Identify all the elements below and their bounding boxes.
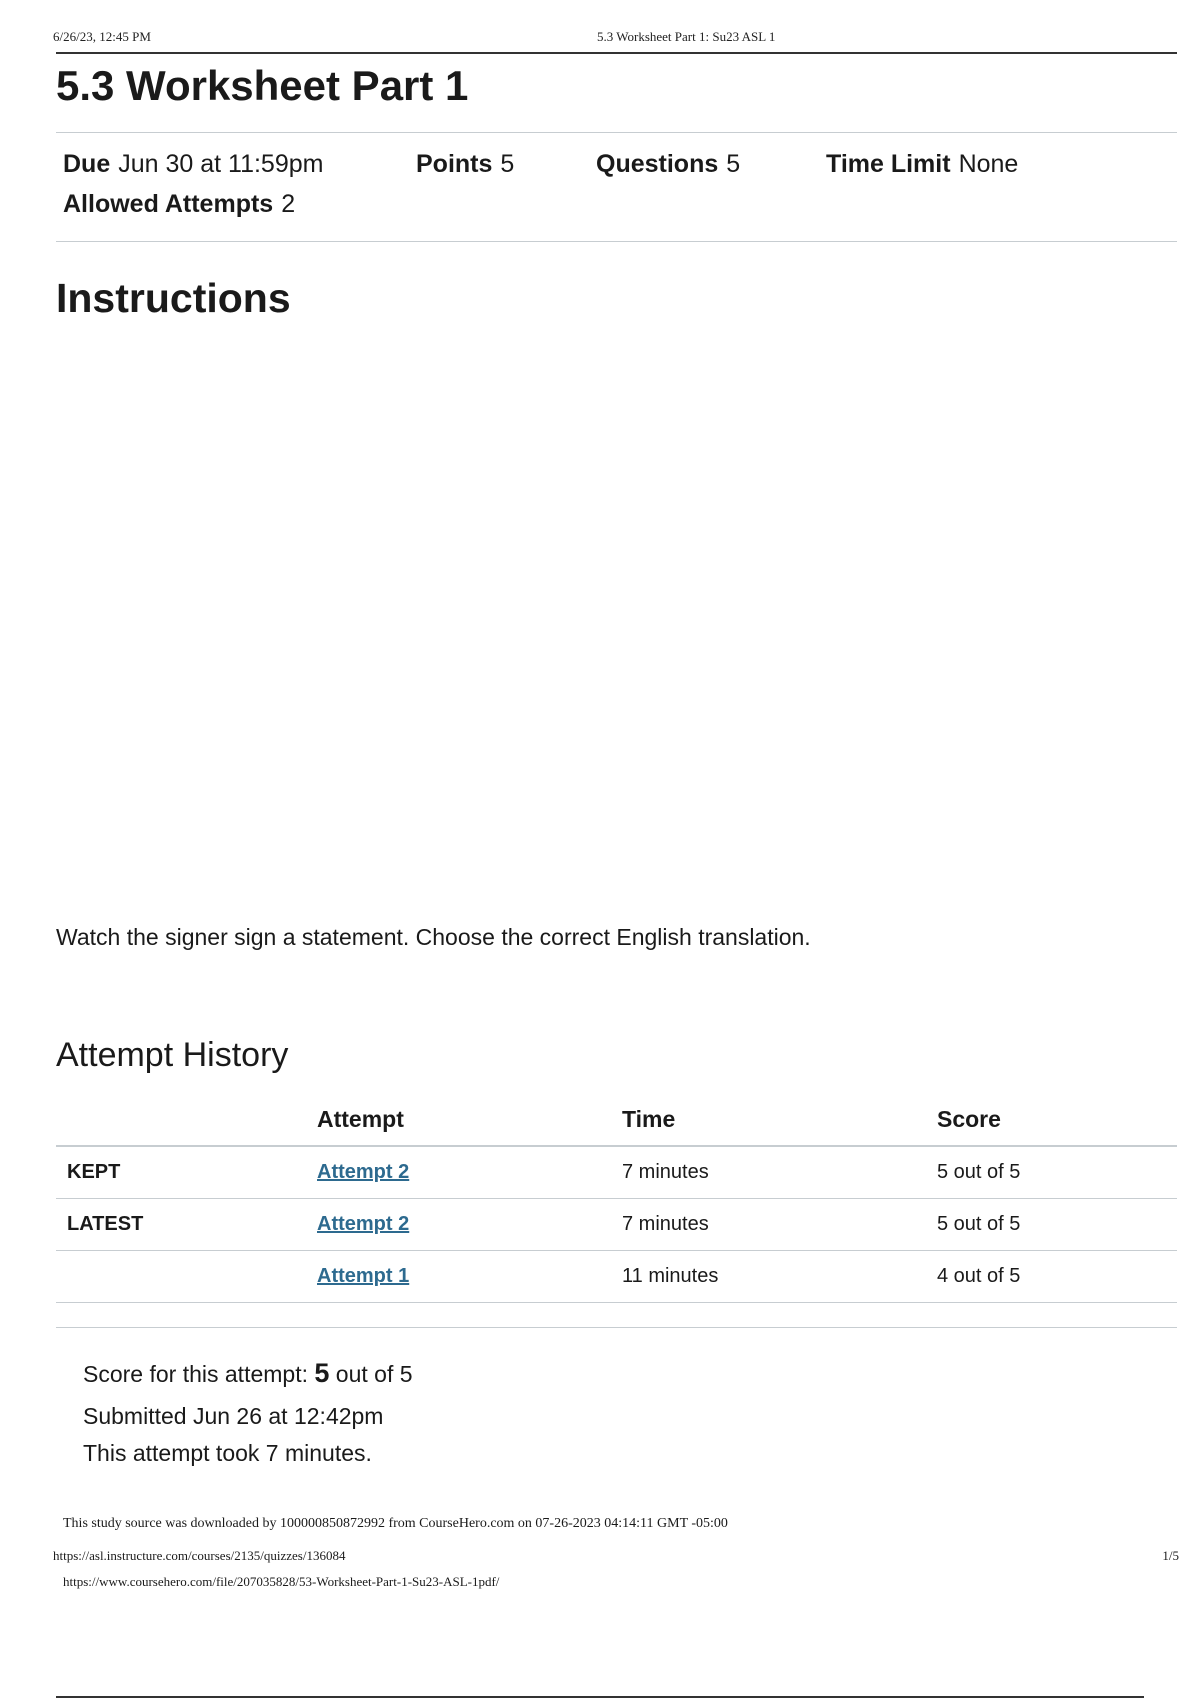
due-date <box>63 150 323 179</box>
meta-divider <box>56 241 1177 242</box>
attempt-link[interactable]: Attempt 2 <box>317 1213 410 1235</box>
submitted-time: Submitted Jun 26 at 12:42pm <box>83 1403 384 1429</box>
questions-label: Questions <box>596 150 719 178</box>
print-header <box>53 26 1177 46</box>
attempt-link[interactable]: Attempt 1 <box>317 1265 410 1287</box>
attempt-score: 5 out of 5 <box>937 1146 1177 1199</box>
row-label: LATEST <box>56 1199 317 1251</box>
attempt-history-heading: Attempt History <box>56 1036 289 1074</box>
attempt-time: 11 minutes <box>622 1251 937 1303</box>
due-label: Due <box>63 150 111 178</box>
time-limit-label: Time Limit <box>826 150 951 178</box>
attempt-score-summary <box>83 1358 413 1389</box>
column-header-score: Score <box>937 1094 1177 1146</box>
header-divider <box>56 52 1177 54</box>
points-value: 5 <box>500 150 515 178</box>
summary-divider <box>56 1327 1177 1328</box>
attempt-score: 5 out of 5 <box>937 1199 1177 1251</box>
attempt-duration: This attempt took 7 minutes. <box>83 1440 372 1466</box>
points <box>416 150 514 179</box>
attempt-time: 7 minutes <box>622 1146 937 1199</box>
print-page-title: 5.3 Worksheet Part 1: Su23 ASL 1 <box>597 29 776 44</box>
instructions-heading: Instructions <box>56 275 291 321</box>
time-limit <box>826 150 1018 179</box>
questions <box>596 150 740 179</box>
questions-value: 5 <box>726 150 741 178</box>
table-row <box>56 1146 1177 1199</box>
print-date: 6/26/23, 12:45 PM <box>53 29 151 44</box>
page-title: 5.3 Worksheet Part 1 <box>56 62 469 109</box>
column-header-label <box>56 1094 317 1146</box>
coursehero-url: https://www.coursehero.com/file/207035828/53-Worksheet-Part-1-Su23-ASL-1pdf/ <box>63 1574 500 1589</box>
row-label: KEPT <box>56 1146 317 1199</box>
column-header-time: Time <box>622 1094 937 1146</box>
points-label: Points <box>416 150 493 178</box>
table-header-row <box>56 1094 1177 1146</box>
score-prefix: Score for this attempt: <box>83 1361 315 1387</box>
attempts-value: 2 <box>281 190 296 218</box>
column-header-attempt: Attempt <box>317 1094 622 1146</box>
row-label <box>56 1251 317 1303</box>
attempt-time: 7 minutes <box>622 1199 937 1251</box>
print-footer-url: https://asl.instructure.com/courses/2135/quizzes/136084 <box>53 1548 346 1563</box>
time-limit-value: None <box>958 150 1019 178</box>
bottom-divider <box>56 1696 1144 1698</box>
source-note: This study source was downloaded by 100000850872992 from CourseHero.com on 07-26-2023 04:14:11 GMT -05:00 <box>63 1516 728 1531</box>
allowed-attempts <box>63 190 295 219</box>
title-divider <box>56 132 1177 133</box>
signer-video-area <box>56 340 956 900</box>
instructions-text: Watch the signer sign a statement. Choose the correct English translation. <box>56 924 811 950</box>
score-suffix: out of 5 <box>329 1361 413 1387</box>
attempt-link[interactable]: Attempt 2 <box>317 1161 410 1183</box>
attempts-label: Allowed Attempts <box>63 190 274 218</box>
table-row <box>56 1251 1177 1303</box>
print-page-number: 1/5 <box>1162 1548 1179 1563</box>
table-row <box>56 1199 1177 1251</box>
attempt-score: 4 out of 5 <box>937 1251 1177 1303</box>
attempt-history-table <box>56 1094 1177 1303</box>
score-value: 5 <box>314 1358 330 1388</box>
due-value: Jun 30 at 11:59pm <box>118 150 324 178</box>
